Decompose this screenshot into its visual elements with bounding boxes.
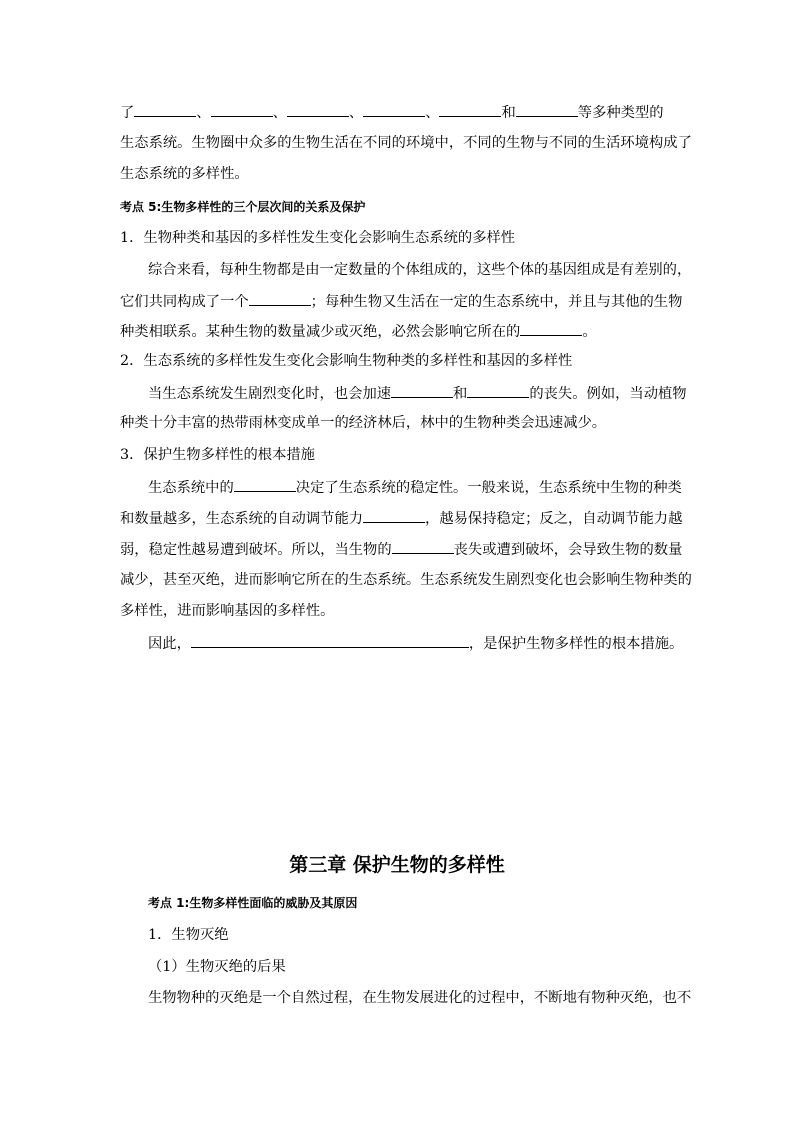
text-line: 当生态系统发生剧烈变化时，也会加速 和 的丧失。例如，当动植物 [148,383,708,404]
text-line-1: 了 、 、 、 、 和 等多种类型的 [120,102,680,123]
answer-blank[interactable] [363,102,425,117]
list-item-heading: 3．保护生物多样性的根本措施 [120,447,315,463]
text-line: 它们共同构成了一个 ；每种生物又生活在一定的生态系统中，并且与其他的生物 [120,291,680,312]
text-line: 和数量越多，生态系统的自动调节能力 ，越易保持稳定；反之，自动调节能力越 [120,508,680,529]
answer-blank[interactable] [391,383,453,398]
text-line: 种类相联系。某种生物的数量减少或灭绝，必然会影响它所在的 。 [120,321,680,342]
section-heading: 考点 1:生物多样性面临的威胁及其原因 [148,896,358,910]
answer-blank[interactable] [363,508,425,523]
answer-blank[interactable] [516,102,578,117]
answer-blank[interactable] [520,321,582,336]
answer-blank[interactable] [134,102,196,117]
text-line: 生物物种的灭绝是一个自然过程，在生物发展进化的过程中，不断地有物种灭绝，也不 [148,990,692,1006]
text-line: 多样性，进而影响基因的多样性。 [120,603,335,619]
text-line: 弱，稳定性越易遭到破坏。所以，当生物的 丧失或遭到破坏，会导致生物的数量 [120,539,680,560]
text-line: 生态系统中的 决定了生态系统的稳定性。一般来说，生态系统中生物的种类 [148,477,708,498]
answer-blank[interactable] [211,102,273,117]
text-line: 种类十分丰富的热带雨林变成单一的经济林后，林中的生物种类会迅速减少。 [120,415,607,431]
chapter-title: 第三章 保护生物的多样性 [289,854,505,876]
list-item-heading: 2．生态系统的多样性发生变化会影响生物种类的多样性和基因的多样性 [120,353,573,369]
list-item-heading: 1．生物种类和基因的多样性发生变化会影响生态系统的多样性 [120,230,516,246]
text-line: 综合来看，每种生物都是由一定数量的个体组成的，这些个体的基因组成是有差别的， [148,262,692,278]
answer-blank[interactable] [287,102,349,117]
section-heading: 考点 5:生物多样性的三个层次间的关系及保护 [120,200,366,214]
answer-blank[interactable] [439,102,501,117]
text-line: 减少，甚至灭绝，进而影响它所在的生态系统。生态系统发生剧烈变化也会影响生物种类的 [120,572,692,588]
answer-blank[interactable] [392,539,454,554]
answer-blank[interactable] [467,383,529,398]
answer-blank[interactable] [234,477,296,492]
text-line: 因此， ，是保护生物多样性的根本措施。 [148,633,708,654]
text-line: 生态系统的多样性。 [120,166,249,182]
list-item-heading: 1．生物灭绝 [148,927,229,943]
text-line: 生态系统。生物圈中众多的生物生活在不同的环境中，不同的生物与不同的生活环境构成了 [120,135,692,151]
sub-heading: （1）生物灭绝的后果 [148,959,286,975]
answer-blank[interactable] [249,291,311,306]
answer-blank[interactable] [191,633,469,648]
